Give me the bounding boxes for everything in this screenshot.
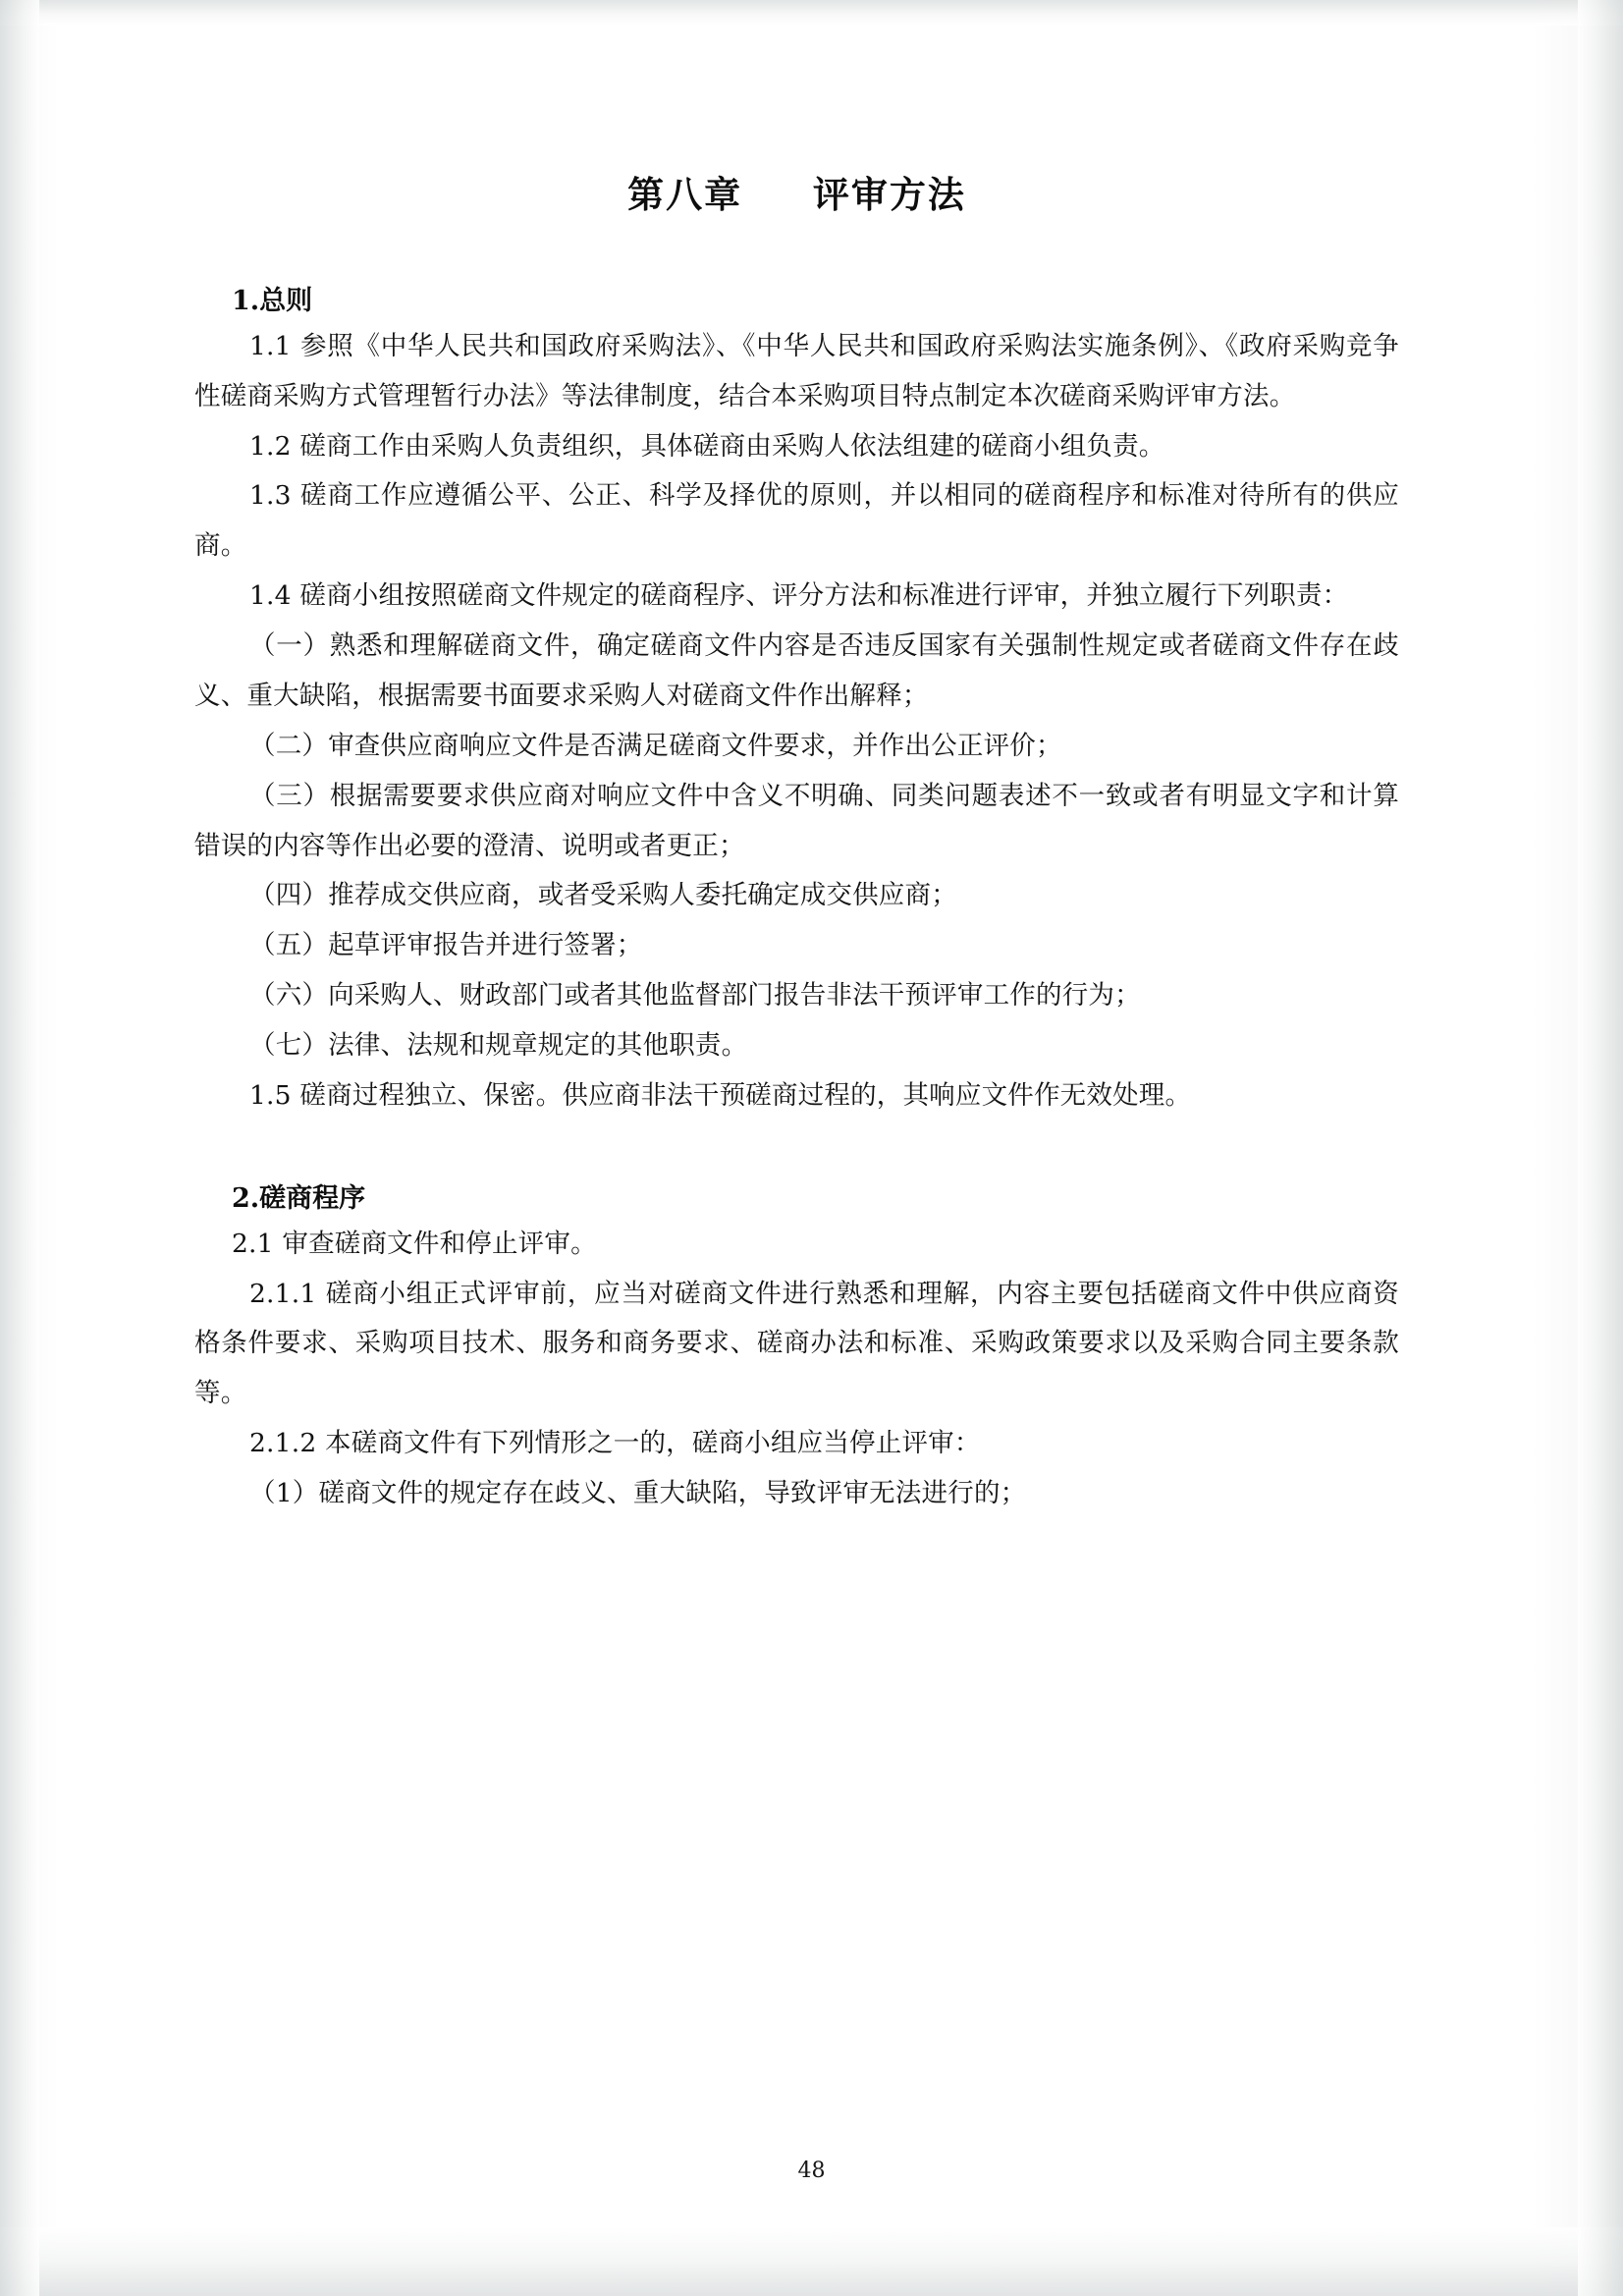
page-title <box>194 0 1399 218</box>
page-title-chapter: 第八章 <box>627 173 743 216</box>
paragraph-2-1-2: 2.1.2 本磋商文件有下列情形之一的，磋商小组应当停止评审： <box>249 1428 981 1459</box>
paragraph-1-3: 1.3 磋商工作应遵循公平、公正、科学及择优的原则，并以相同的磋商程序和标准对待所有的供应商。 <box>194 480 1399 562</box>
paragraph-1-4-item-3: （三）根据需要要求供应商对响应文件中含义不明确、同类问题表述不一致或者有明显文字和计算错误的内容等作出必要的澄清、说明或者更正； <box>194 780 1399 861</box>
paragraph-1-4-item-4: （四）推荐成交供应商，或者受采购人委托确定成交供应商； <box>249 880 957 911</box>
page-number: 48 <box>797 2159 826 2183</box>
section-heading-1: 1.总则 <box>232 286 313 316</box>
paragraph-2-1: 2.1 审查磋商文件和停止评审。 <box>232 1228 597 1259</box>
paragraph-2-1-2-item-1: （1）磋商文件的规定存在歧义、重大缺陷，导致评审无法进行的； <box>249 1478 1027 1509</box>
paragraph-2-1-1: 2.1.1 磋商小组正式评审前，应当对磋商文件进行熟悉和理解，内容主要包括磋商文件中供应商资格条件要求、采购项目技术、服务和商务要求、磋商办法和标准、采购政策要求以及采购合同主要条款等。 <box>194 1278 1399 1409</box>
paragraph-1-4-item-5: （五）起草评审报告并进行签署； <box>249 930 643 961</box>
paragraph-1-4-item-1: （一）熟悉和理解磋商文件，确定磋商文件内容是否违反国家有关强制性规定或者磋商文件存在歧义、重大缺陷，根据需要书面要求采购人对磋商文件作出解释； <box>194 630 1399 711</box>
paragraph-1-2: 1.2 磋商工作由采购人负责组织，具体磋商由采购人依法组建的磋商小组负责。 <box>249 430 1165 462</box>
paragraph-1-4: 1.4 磋商小组按照磋商文件规定的磋商程序、评分方法和标准进行评审，并独立履行下列职责： <box>249 580 1349 612</box>
paragraph-1-1: 1.1 参照《中华人民共和国政府采购法》、《中华人民共和国政府采购法实施条例》、《政府采购竞争性磋商采购方式管理暂行办法》等法律制度，结合本采购项目特点制定本次磋商采购评审方法。 <box>194 330 1399 411</box>
paragraph-1-4-item-2: （二）审查供应商响应文件是否满足磋商文件要求，并作出公正评价； <box>249 730 1062 761</box>
paragraph-1-4-item-6: （六）向采购人、财政部门或者其他监督部门报告非法干预评审工作的行为； <box>249 980 1141 1011</box>
paragraph-1-5: 1.5 磋商过程独立、保密。供应商非法干预磋商过程的，其响应文件作无效处理。 <box>249 1079 1192 1111</box>
section-heading-2: 2.磋商程序 <box>232 1182 366 1214</box>
scan-shadow-bottom <box>0 2227 1623 2296</box>
page-title-subject: 评审方法 <box>812 173 966 216</box>
paragraph-1-4-item-7: （七）法律、法规和规章规定的其他职责。 <box>249 1030 748 1062</box>
